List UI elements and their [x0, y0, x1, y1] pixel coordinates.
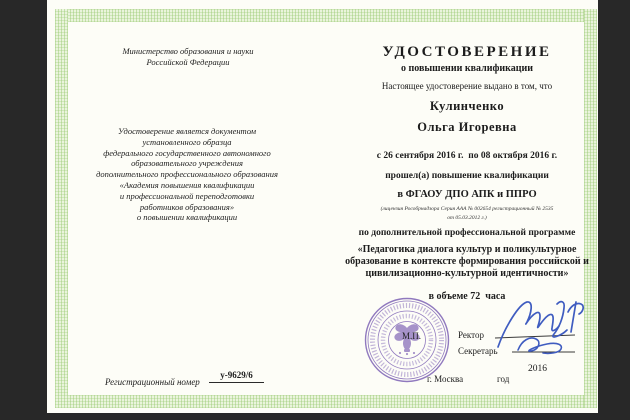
secretary-label: Секретарь [458, 346, 498, 356]
institution-name: в ФГАОУ ДПО АПК и ППРО [397, 189, 537, 200]
guilloche-border-top [55, 9, 597, 22]
issuer-note [52, 126, 322, 223]
issuer-note-line: работников образования» [139, 201, 235, 212]
holder-first-middle-name: Ольга Игоревна [417, 120, 517, 134]
guilloche-border-bottom [55, 395, 597, 408]
signatures [435, 292, 595, 372]
issuer-note-line: «Академия повышения квалификации [119, 179, 255, 190]
ministry-heading [83, 46, 293, 68]
year-label: год [497, 374, 510, 384]
stamp-place-label: М.П. [402, 331, 422, 341]
issuer-note-line: дополнительного профессионального образования [96, 169, 278, 180]
registration-number-label: Регистрационный номер [105, 377, 200, 387]
certificate-page [47, 0, 598, 413]
course-volume: в объеме 72 часа [428, 291, 506, 302]
issuer-note-line: и профессиональной переподготовки [119, 190, 255, 201]
license-info-line1: (лицензия Рособрнадзора Серия ААА № 002654 регистрационный № 2535 [380, 206, 554, 212]
ministry-line: Министерство образования и науки [122, 46, 254, 56]
training-period: с 26 сентября 2016 г. по 08 октября 2016 г. [376, 151, 558, 161]
issuer-note-line: Удостоверение является документом [117, 126, 257, 136]
training-action: прошел(а) повышение квалификации [385, 171, 549, 181]
city-label: г. Москва [427, 374, 464, 384]
registration-number-value: у-9629/6 [209, 370, 264, 383]
program-title-line: цивилизационно-культурной идентичности» [365, 268, 569, 279]
issuer-note-line: федерального государственного автономного [103, 147, 271, 158]
holder-last-name: Кулинченко [429, 99, 505, 113]
issuer-note-line: о повышении квалификации [136, 212, 238, 223]
certificate-subtitle: о повышении квалификации [400, 63, 534, 74]
program-title-line: «Педагогика диалога культур и поликультурное [357, 244, 577, 255]
issuer-note-line: установленного образца [142, 136, 232, 147]
issuer-note-line: образовательного учреждения [131, 158, 243, 169]
year-value: 2016 [528, 364, 547, 374]
license-info-line2: от 05.03.2012 г.) [447, 215, 487, 221]
secretary-signature-icon [518, 338, 561, 353]
rector-label: Ректор [458, 330, 484, 340]
ministry-line: Российской Федерации [146, 57, 230, 67]
program-title-line: образование в контексте формирования российской и [345, 256, 589, 267]
certificate-title: УДОСТОВЕРЕНИЕ [382, 44, 552, 60]
program-intro: по дополнительной профессиональной программе [358, 228, 576, 238]
issued-statement: Настоящее удостоверение выдано в том, что [381, 81, 553, 91]
rector-signature-icon [498, 302, 583, 347]
